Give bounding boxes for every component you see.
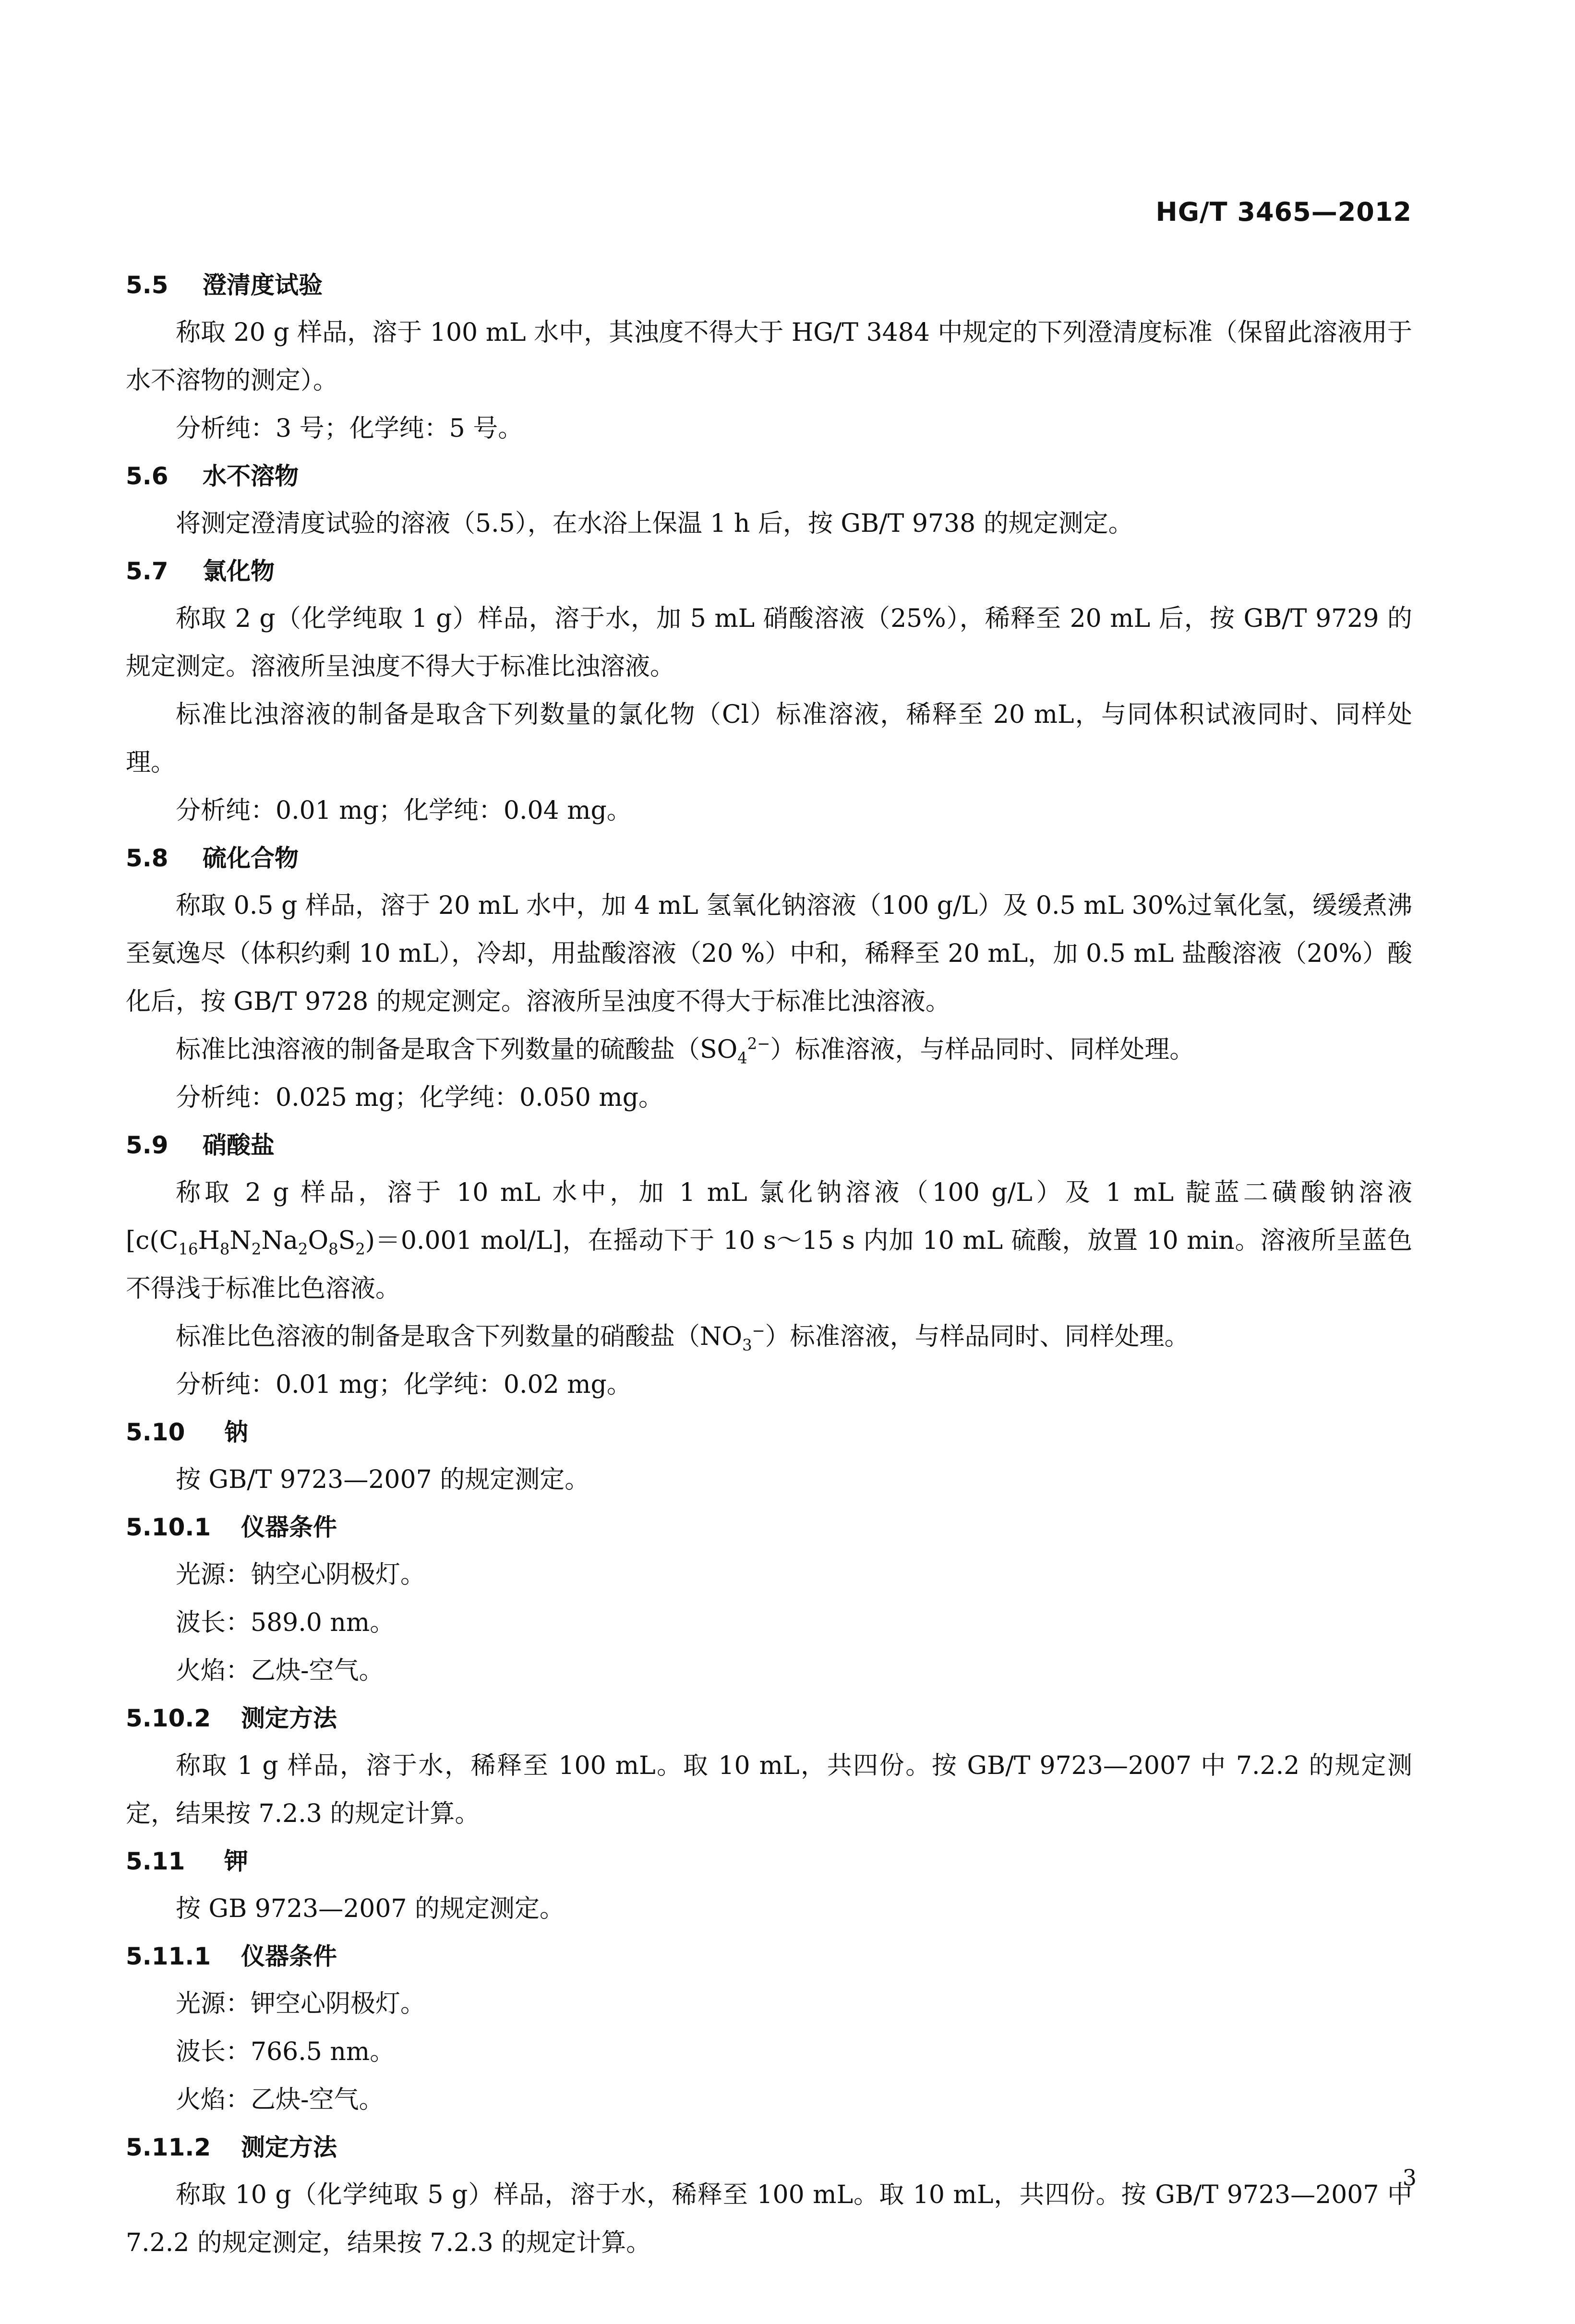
paragraph: 按 GB/T 9723—2007 的规定测定。 <box>176 1465 590 1494</box>
section-title: 测定方法 <box>241 2133 337 2161</box>
section-title: 澄清度试验 <box>203 271 323 299</box>
paragraph: 按 GB 9723—2007 的规定测定。 <box>176 1894 565 1923</box>
section-heading-5-7 <box>126 548 1412 595</box>
section-heading-5-11 <box>126 1838 1412 1885</box>
paragraph <box>126 1169 1412 1313</box>
text-run: )＝0.001 mol/L]，在摇动下于 10 s～15 s 内加 10 mL 硫酸，放置 10 min。溶液所呈蓝色不得浅于标准比色溶液。 <box>126 1226 1412 1303</box>
subscript: 4 <box>737 1049 747 1067</box>
section-number: 5.9 <box>126 1131 168 1159</box>
text-run: 称取 2 g 样品，溶于 10 mL 水中，加 1 mL 氯化钠溶液（100 g/L）及 1 mL 靛蓝二磺酸钠溶液 <box>176 1178 1412 1207</box>
section-title: 测定方法 <box>241 1704 337 1732</box>
paragraph: 分析纯：0.01 mg；化学纯：0.02 mg。 <box>176 1370 632 1399</box>
paragraph: 分析纯：3 号；化学纯：5 号。 <box>176 414 523 443</box>
section-number: 5.11 <box>126 1847 185 1875</box>
section-title: 钾 <box>224 1847 248 1875</box>
condition-line: 光源：钠空心阴极灯。 <box>176 1560 426 1589</box>
paragraph: 称取 1 g 样品，溶于水，稀释至 100 mL。取 10 mL，共四份。按 GB/T 9723—2007 中 7.2.2 的规定测定，结果按 7.2.3 的规定计算。 <box>126 1751 1412 1828</box>
subscript: 2 <box>251 1240 262 1258</box>
paragraph <box>126 1026 1412 1074</box>
section-number: 5.8 <box>126 844 168 872</box>
section-heading-5-9 <box>126 1122 1412 1169</box>
text-run: H <box>198 1226 220 1255</box>
condition-line: 波长：589.0 nm。 <box>176 1608 395 1637</box>
section-number: 5.5 <box>126 271 168 299</box>
section-heading-5-11-2 <box>126 2124 1412 2171</box>
text-run: S <box>338 1226 356 1255</box>
section-title: 水不溶物 <box>203 462 299 490</box>
text-run: N <box>229 1226 252 1255</box>
text-run: O <box>308 1226 329 1255</box>
document-body <box>126 262 1412 2267</box>
section-heading-5-6 <box>126 453 1412 500</box>
text-run: ）标准溶液，与样品同时、同样处理。 <box>765 1322 1190 1351</box>
subscript: 2 <box>298 1240 308 1258</box>
section-heading-5-11-1 <box>126 1933 1412 1980</box>
paragraph: 称取 2 g（化学纯取 1 g）样品，溶于水，加 5 mL 硝酸溶液（25%），稀释至 20 mL 后，按 GB/T 9729 的规定测定。溶液所呈浊度不得大于标准比浊溶液。 <box>126 604 1412 681</box>
section-number: 5.6 <box>126 462 168 490</box>
section-title: 硝酸盐 <box>203 1131 275 1159</box>
subscript: 8 <box>328 1240 338 1258</box>
superscript: − <box>752 1321 765 1340</box>
section-number: 5.10 <box>126 1418 185 1446</box>
paragraph <box>126 1313 1412 1361</box>
text-run: [c(C <box>126 1226 179 1255</box>
superscript: 2− <box>747 1034 770 1053</box>
paragraph: 将测定澄清度试验的溶液（5.5），在水浴上保温 1 h 后，按 GB/T 9738 的规定测定。 <box>176 509 1133 538</box>
section-title: 硫化合物 <box>203 844 299 872</box>
paragraph: 称取 10 g（化学纯取 5 g）样品，溶于水，稀释至 100 mL。取 10 mL，共四份。按 GB/T 9723—2007 中 7.2.2 的规定测定，结果按 7.2.3 的规定计算。 <box>126 2180 1412 2257</box>
condition-line: 火焰：乙炔-空气。 <box>176 1656 384 1685</box>
paragraph: 分析纯：0.025 mg；化学纯：0.050 mg。 <box>176 1083 663 1112</box>
section-heading-5-10 <box>126 1409 1412 1456</box>
subscript: 2 <box>355 1240 365 1258</box>
section-heading-5-10-1 <box>126 1504 1412 1551</box>
section-title: 仪器条件 <box>241 1942 337 1970</box>
paragraph: 标准比浊溶液的制备是取含下列数量的氯化物（Cl）标准溶液，稀释至 20 mL，与同体积试液同时、同样处理。 <box>126 700 1412 777</box>
section-heading-5-5 <box>126 262 1412 309</box>
section-number: 5.11.1 <box>126 1942 211 1970</box>
condition-line: 波长：766.5 nm。 <box>176 2037 395 2066</box>
section-number: 5.10.2 <box>126 1704 211 1732</box>
section-title: 仪器条件 <box>241 1513 337 1541</box>
section-number: 5.7 <box>126 557 168 585</box>
section-number: 5.11.2 <box>126 2133 211 2161</box>
page-number: 3 <box>1402 2165 1417 2191</box>
text-run: 标准比浊溶液的制备是取含下列数量的硫酸盐（SO <box>176 1035 738 1064</box>
text-run: ）标准溶液，与样品同时、同样处理。 <box>770 1035 1195 1064</box>
paragraph: 称取 20 g 样品，溶于 100 mL 水中，其浊度不得大于 HG/T 3484 中规定的下列澄清度标准（保留此溶液用于水不溶物的测定）。 <box>126 318 1412 395</box>
section-heading-5-10-2 <box>126 1695 1412 1742</box>
condition-line: 光源：钾空心阴极灯。 <box>176 1989 426 2018</box>
paragraph: 分析纯：0.01 mg；化学纯：0.04 mg。 <box>176 796 632 825</box>
section-number: 5.10.1 <box>126 1513 211 1541</box>
condition-line: 火焰：乙炔-空气。 <box>176 2085 384 2114</box>
text-run: 标准比色溶液的制备是取含下列数量的硝酸盐（NO <box>176 1322 743 1351</box>
subscript: 8 <box>219 1240 230 1258</box>
paragraph: 称取 0.5 g 样品，溶于 20 mL 水中，加 4 mL 氢氧化钠溶液（100 g/L）及 0.5 mL 30%过氧化氢，缓缓煮沸至氨逸尽（体积约剩 10 mL），冷却，用盐酸溶液（20 %）中和，稀释至 20 mL，加 0.5 mL 盐酸溶液（20%）酸化后，按 GB/T 9728 的规定测定。溶液所呈浊度不得大于标准比浊溶液。 <box>126 891 1412 1016</box>
section-heading-5-8 <box>126 835 1412 882</box>
text-run: Na <box>261 1226 298 1255</box>
section-title: 氯化物 <box>203 557 275 585</box>
section-title: 钠 <box>224 1418 248 1446</box>
subscript: 16 <box>178 1240 198 1258</box>
standard-code: HG/T 3465—2012 <box>1155 197 1412 227</box>
subscript: 3 <box>742 1336 752 1354</box>
